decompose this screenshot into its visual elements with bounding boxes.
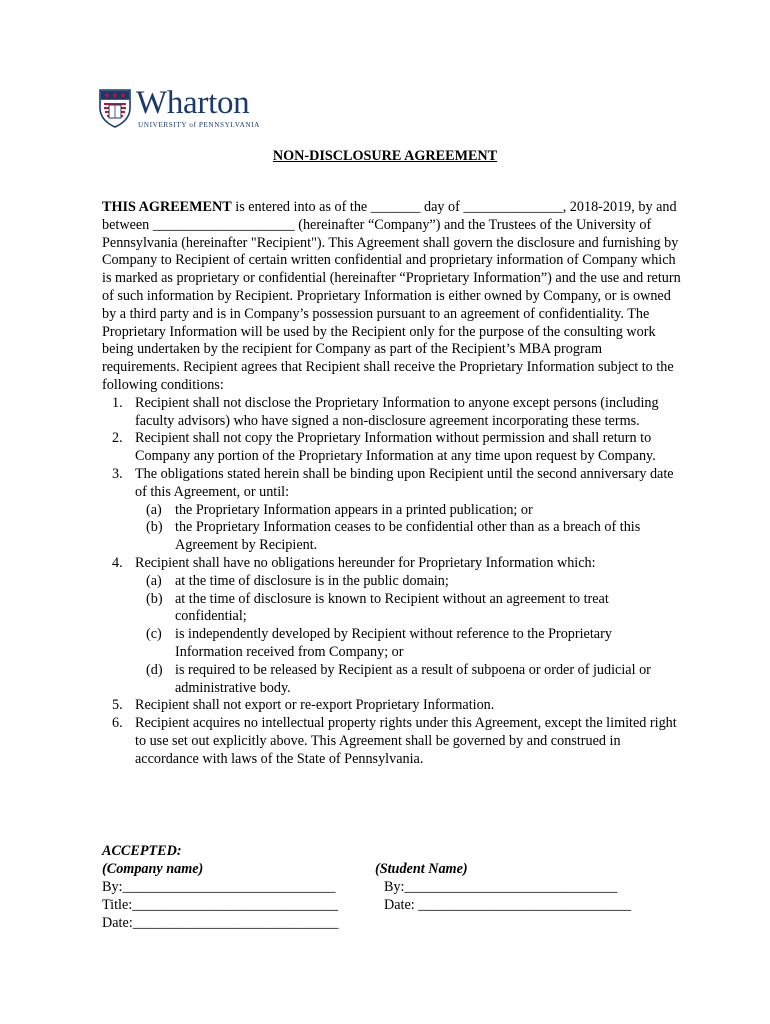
condition-item [102,395,682,431]
wharton-logo [98,85,268,132]
condition-text: Recipient acquires no intellectual property rights under this Agreement, except the limited right to use set out explicitly above. This Agreement shall be governed by and construed in accordance with laws of the State of Pennsylvania. [135,715,677,767]
signature-block [102,842,682,932]
agreement-body [102,199,682,769]
sub-condition-letter: (b) [146,590,163,607]
signature-date-row [102,914,682,932]
company-name-heading: (Company name) [102,861,204,877]
condition-text: The obligations stated herein shall be binding upon Recipient until the second anniversary date of this Agreement, or until: [135,465,674,500]
condition-text: Recipient shall not disclose the Proprietary Information to anyone except persons (including faculty advisors) who have signed a non-disclosure agreement incorporating these terms. [135,394,659,429]
condition-text: Recipient shall have no obligations hereunder for Proprietary Information which: [135,554,596,571]
penn-shield-icon [98,88,132,128]
sub-condition-text: the Proprietary Information appears in a printed publication; or [175,501,533,518]
condition-number: 6. [112,715,123,732]
student-name-heading: (Student Name) [375,861,468,877]
logo-subtitle: UNIVERSITY of PENNSYLVANIA [138,121,260,129]
condition-number: 4. [112,554,123,571]
sub-condition-letter: (c) [146,626,162,643]
condition-sublist [135,573,682,698]
intro-text: is entered into as of the _______ day of ______________, 2018-2019, by and between ____________________ (hereinafter “Company”) and the Trustees of the University of Pennsylvania (hereinafter "Recipient"). This Agreement shall govern the disclosure and furnishing by Company to Recipient of certain written confidential and proprietary information of Company which is marked as proprietary or confidential (hereinafter “Proprietary Information”) and the use and return of such information by Recipient. Proprietary Information is either owned by Company, or is owned by a third party and is in Company’s possession pursuant to an agreement of confidentiality. The Proprietary Information will be used by the Recipient only for the purpose of the consulting work being undertaken by the recipient for Company as part of the Recipient’s MBA program requirements. Recipient agrees that Recipient shall receive the Proprietary Information subject to the following conditions: [102,199,681,393]
sub-condition-text: at the time of disclosure is known to Recipient without an agreement to treat confidential; [175,590,609,625]
company-title-field[interactable]: Title:_____________________________ [102,897,338,913]
company-date-field[interactable]: Date:_____________________________ [102,915,339,931]
conditions-list [102,395,682,769]
signature-title-row [102,896,682,914]
sub-condition [135,662,682,698]
condition-text: Recipient shall not copy the Proprietary Information without permission and shall return to Company any portion of the Proprietary Information at any time upon request by Company. [135,430,656,465]
signature-headings-row [102,860,682,878]
condition-text: Recipient shall not export or re-export Proprietary Information. [135,697,495,714]
sub-condition [135,591,682,627]
condition-number: 2. [112,430,123,447]
sub-condition [135,573,682,591]
condition-number: 3. [112,465,123,482]
sub-condition-letter: (d) [146,661,163,678]
condition-item [102,555,682,697]
condition-item [102,430,682,466]
sub-condition-letter: (b) [146,519,163,536]
condition-number: 5. [112,697,123,714]
sub-condition-text: the Proprietary Information ceases to be confidential other than as a breach of this Agreement by Recipient. [175,519,641,554]
sub-condition [135,502,682,520]
sub-condition [135,626,682,662]
page-title: NON-DISCLOSURE AGREEMENT [272,148,498,164]
condition-item [102,697,682,715]
signature-by-row [102,878,682,896]
intro-lead: THIS AGREEMENT [102,199,232,215]
accepted-label: ACCEPTED: [102,843,182,859]
logo-wordmark: Wharton [136,85,250,121]
sub-condition-text: is independently developed by Recipient without reference to the Proprietary Information received from Company; or [175,626,612,660]
intro-paragraph [102,199,682,395]
condition-item [102,466,682,555]
student-by-field[interactable]: By:______________________________ [384,879,618,895]
condition-number: 1. [112,394,123,411]
sub-condition-text: is required to be released by Recipient as a result of subpoena or order of judicial or administrative body. [175,661,651,696]
student-date-field[interactable]: Date: ______________________________ [384,897,632,913]
condition-item [102,715,682,768]
sub-condition-letter: (a) [146,572,162,589]
sub-condition-text: at the time of disclosure is in the public domain; [175,572,449,589]
sub-condition-letter: (a) [146,501,162,518]
company-by-field[interactable]: By:______________________________ [102,879,336,895]
sub-condition [135,519,682,555]
condition-sublist [135,502,682,555]
